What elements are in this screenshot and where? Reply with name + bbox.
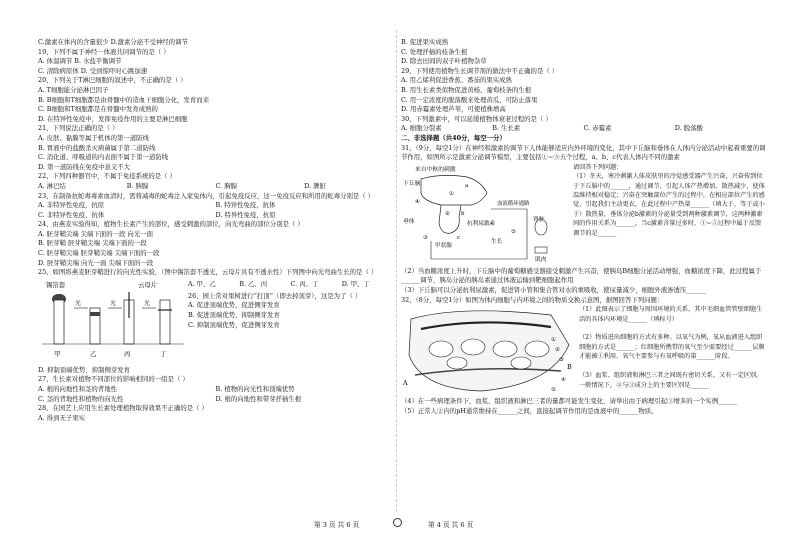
q23-options-cd <box>38 211 393 221</box>
q32-part5: （5）正常人②内的pH通常维持在______之间，直接起调节作用的是血液中的______物质。 <box>401 406 658 415</box>
q29-option-d: D. 用赤霉素处理芦苇，可使植株增高 <box>401 105 506 114</box>
q27-option-b: B. 植物的向光性和顶端优势 <box>215 385 295 394</box>
light-yi: 光 <box>75 300 81 307</box>
light-ding: 光 <box>144 300 150 307</box>
fig31-pituitary: 垂体 <box>403 218 415 225</box>
q31-stem: 31、（9分，每空1分）在神经和激素的调节下人体能够适应内外环境的变化，其中下丘脑和垂体在人体内分泌活动中起着重要的调节作用，如图所示是激素分泌调节模型，主要包括①~⑤五个过程，a、b、c代表人体内不同的激素 <box>401 143 766 162</box>
q28-option-d: D. 除去田间的双子叶植物杂草 <box>401 57 487 66</box>
coleoptile-jia <box>54 300 64 344</box>
q30-options <box>401 124 766 134</box>
fig31-n2: ② <box>445 210 450 217</box>
page-divider <box>396 30 397 512</box>
fig32-A: A <box>403 379 408 388</box>
q27-options-ab <box>38 385 393 395</box>
q19-options-cd: C. 清除病原体 D. 受到惊吓时心跳加速 <box>38 66 148 75</box>
foil-band-shape <box>90 312 100 316</box>
muscle-shape <box>535 247 547 253</box>
q24-stem: 24、由燕麦实验得知，植物生长素产生的部位，感受刺激的部位，向光弯曲的部位分别是（ ） <box>38 220 304 229</box>
fig31-a: a <box>465 182 469 189</box>
q30-stem: 30、下列激素中，可以延缓植物体衰老过程的是（ ） <box>401 114 552 123</box>
q23-option-c: C. 非特异性免疫，抗体 <box>38 210 105 219</box>
q32-stem: 32、（8分，每空1分）如图为体内细胞与内环境之间的物质交换示意图，据图回答下列问题： <box>401 295 664 304</box>
q20-stem: 20、下列关于T淋巴细胞的叙述中，不正确的是（ ） <box>38 76 187 85</box>
q32-part1: （1）此图表示了细胞与周围环境的关系，其中毛细血管管壁细胞生活的具体内环境是______（填标号） <box>579 306 763 323</box>
fig31-b: b <box>461 210 465 217</box>
q23-stem: 23、在制备抗蛇毒毒素血清时，需将减毒的蛇毒注入家兔体内，引起免疫反应，这一免疫反应和所用的蛇毒分别是（ ） <box>38 191 375 200</box>
q26-option-d: D. 抑制顶端优势，抑制侧芽发育 <box>38 365 131 374</box>
label-jia: 甲 <box>54 349 61 358</box>
q24-option-c: C. 胚芽鞘尖端 胚芽鞘尖端 尖端下面的一段 <box>38 249 160 258</box>
footer-right-page-number: 第 4 页 共 6 页 <box>428 521 474 529</box>
label-foil: 锡箔套 <box>46 280 66 289</box>
q28-option-a: A. 得到无子果实 <box>38 413 86 422</box>
fig31-n4: ④ <box>415 198 420 205</box>
q30-option-c: C. 赤霉素 <box>583 124 612 133</box>
q24-option-b: B. 胚芽鞘 胚芽鞘尖端 尖端下面的一段 <box>38 239 147 248</box>
q22-option-a: A. 淋巴结 <box>38 181 66 190</box>
q23-option-d: D. 特异性免疫，抗原 <box>215 210 276 219</box>
q29-option-a: A. 用乙烯利促进香蕉、番茄的果实成熟 <box>401 76 512 85</box>
fig31-n3: ③ <box>423 234 428 241</box>
q25-options <box>188 280 393 290</box>
q27-options-cd <box>38 395 393 405</box>
q31-hormone-diagram <box>401 163 571 267</box>
q20-option-c: C. B细胞和T细胞都是在骨髓中发育成熟的 <box>38 105 158 114</box>
q24-option-a: A. 胚芽鞘尖端 尖端下面的一段 向光一面 <box>38 229 153 238</box>
q25-option-a: A. 甲、乙 <box>188 279 216 288</box>
section-heading: 二、非选择题（共40分，每空一分） <box>401 133 506 142</box>
q32-part3: （3）血浆、组织液和淋巴三者之间既有密切关系，又有一定区别。一般情况下，②与③成分上的主要区别是______ <box>579 372 763 389</box>
fig32-n5: ⑤ <box>551 387 557 394</box>
q25-option-d: D. 甲、丁 <box>341 279 370 288</box>
q19-stem: 19、下列不属于神经－体液共同调节的是（ ） <box>38 47 170 56</box>
q28-option-c: C. 处理扦插的枝条生根 <box>401 47 468 56</box>
fig32-n1: ① <box>551 337 557 344</box>
q21-stem: 21、下列说法正确的是（ ） <box>38 124 119 133</box>
q31-prompt: 请回答下列问题： <box>573 163 623 171</box>
q32-part2: （2）物质进出细胞的方式有多种。以氧气为例，氧从血液进入组织细胞的方式是______；红细胞所携带的氧气至少需要经过______层膜才能被①利用，氧气主要参与有氧呼吸的第______阶段。 <box>579 334 765 360</box>
right-page <box>401 38 766 416</box>
cell-3 <box>493 341 517 357</box>
fig31-n5: ⑤ <box>511 228 516 235</box>
fig31-growth: 生长 <box>491 238 503 245</box>
q20-option-d: D. 在特异性免疫中，发挥免疫作用的主要是淋巴细胞 <box>38 114 188 123</box>
hypothalamus-outline <box>421 175 487 205</box>
pituitary-outline <box>439 205 461 233</box>
q27-option-c: C. 茎的背地性和植物的向光性 <box>38 394 124 403</box>
q30-option-b: B. 生长素 <box>492 124 521 133</box>
q32-tissue-diagram <box>401 305 577 397</box>
footer-left-page-number: 第 3 页 共 6 页 <box>314 521 360 529</box>
q25-figure-area <box>38 278 393 366</box>
q23-options-ab <box>38 201 393 211</box>
q22-option-c: C. 胸腺 <box>215 181 238 190</box>
q29-option-c: C. 用一定浓度的脱落酸来处理黄瓜，可防止落果 <box>401 95 538 104</box>
q23-option-a: A. 非特异性免疫，抗原 <box>38 201 105 210</box>
fig31-muscle: 肌肉 <box>535 256 547 263</box>
q26-option-b: B. 促进顶端优势，抑制侧芽发育 <box>188 311 280 320</box>
q26-stem: 26、园上常对果树进行“打顶”（即去掉顶芽），这是为了（ ） <box>188 291 362 300</box>
q26-option-a: A. 促进顶端优势，促进侧芽发育 <box>188 301 280 310</box>
q21-option-d: D. 第一道防线在免疫中意义不大 <box>38 162 131 171</box>
fig32-n3: ③ <box>559 357 565 364</box>
fig31-n1: ① <box>449 190 454 197</box>
q18-option-cd: C.激素在体内的含量很少 D.激素分泌不受神经的调节 <box>38 38 188 46</box>
fig32-n2: ② <box>555 347 561 354</box>
label-ding: 丁 <box>160 349 167 358</box>
cell-4 <box>525 341 549 357</box>
coleoptile-ding <box>160 300 170 344</box>
q30-option-d: D. 脱落酸 <box>674 124 703 133</box>
q32-figure-area <box>401 305 766 397</box>
q23-option-b: B. 特异性免疫，抗体 <box>215 201 276 210</box>
q25-coleoptile-diagram <box>38 278 188 364</box>
q31-part2: （2）当血糖浓度上升时，下丘脑中的葡萄糖感受器接受刺激产生兴奋，使胰岛B细胞分泌活动增强，血糖浓度下降，此过程属于______调节，胰岛分泌的胰岛素通过体液运输到靶细胞起作用 <box>401 266 762 285</box>
q21-option-c: C. 消化道、呼吸道的内表面不属于第一道防线 <box>38 153 169 162</box>
q22-option-b: B. 胰腺 <box>126 181 149 190</box>
q31-part3: （3）下丘脑可以分泌抗利尿激素，促进肾小管和集合管对水的重吸收，使尿量减少，细胞外液渗透压______ <box>401 285 706 294</box>
q25-stem: 25、如图将燕麦胚芽鞘进行的向光性实验，（图中锡箔套不透光，云母片具有不透水性）下列图中向光弯曲生长的是（ ） <box>38 268 378 277</box>
fig32-B: B <box>567 363 572 372</box>
q20-option-a: A. T细胞能分泌淋巴因子 <box>38 85 109 94</box>
label-yi: 乙 <box>90 349 97 358</box>
q22-options <box>38 182 393 192</box>
fig31-stimulus: 来自中枢的刺激 <box>415 166 456 173</box>
cell-6 <box>511 357 531 369</box>
fig31-hypothalamus: 下丘脑 <box>403 180 421 187</box>
fig31-vessel: 血液循环通路 <box>497 200 530 207</box>
q25-option-c: C. 丙、丁 <box>290 279 319 288</box>
q31-figure-area <box>401 163 766 267</box>
q26-option-c: C. 抑制顶端优势，促进侧芽发育 <box>188 320 280 329</box>
q29-option-b: B. 用生长素类似物促进黄杨、葡萄枝条的生根 <box>401 85 532 94</box>
q21-option-b: B. 胃液中的盐酸杀灭病菌属于第二道防线 <box>38 143 156 152</box>
binding-hole-icon <box>393 518 402 527</box>
q28-option-b: B. 促进果实成熟 <box>401 38 449 46</box>
cell-1 <box>429 341 453 357</box>
left-page <box>38 38 393 423</box>
q27-option-d: D. 根的向地性和带芽扦插生根 <box>215 394 302 403</box>
fig31-gland: 甲状腺 <box>435 242 452 249</box>
fig32-n4: ④ <box>561 377 567 384</box>
fig31-kidney: 肾脏 <box>533 216 545 223</box>
q24-option-d: D. 胚芽鞘尖端 向光一面 尖端下面的一段 <box>38 258 154 267</box>
light-bing: 光 <box>110 300 116 307</box>
q31-part1: （1）冬天，寒冷刺激人体皮肤里的冷觉感受器产生兴奋，兴奋传到位于下丘脑中的______，通过调节，引起人体产热增加、散热减少，使体温维持相对稳定；兴奋在突触部位产生的过程中，在相应部位产生的感觉，引起我们主动更衣，在此过程中产热量______（填大于，等于或小于）散热量，垂体分泌b激素的分泌量受到两种激素调节，这两种激素间的作用关系为______，当c激素含量过多时，①~⑤过程中属于反馈调节的是______ <box>573 173 765 237</box>
q25-option-b: B. 乙、丙 <box>239 279 268 288</box>
q30-option-a: A. 细胞分裂素 <box>401 124 442 133</box>
q27-option-a: A. 根的向地性和茎的背地性 <box>38 385 117 394</box>
q20-option-b: B. B细胞和T细胞都是由骨髓中的造血干细胞分化，发育而来 <box>38 95 210 104</box>
label-bing: 丙 <box>124 349 131 358</box>
label-mica: 云母片 <box>138 280 158 289</box>
q28-stem: 28、在园艺上应用生长素处理植物取得效果不正确的是（ ） <box>38 404 208 413</box>
q29-stem: 29、下列使用植物生长调节剂的做法中不正确的是（ ） <box>401 66 559 75</box>
cell-5 <box>447 357 467 369</box>
q27-stem: 27、生长素对植物不同部位的影响相同的一组是（ ） <box>38 375 189 384</box>
cell-2 <box>461 339 485 355</box>
q32-part4: （4）在一些病理条件下，血浆、组织液和淋巴三者的量都可能发生变化，请举出由于病理引起③增多的一个实例______ <box>401 397 738 406</box>
q21-option-a: A. 皮肤、黏膜等属于机体的第一道防线 <box>38 133 149 142</box>
fig31-adh: 抗利尿激素 <box>467 220 495 227</box>
q19-options-ab: A. 体温调节 B. 水盐平衡调节 <box>38 57 122 66</box>
q22-option-d: D. 脾脏 <box>304 181 326 190</box>
q22-stem: 22、下列四种器官中，不属于免疫系统的是（ ） <box>38 172 176 181</box>
fig31-c: c <box>457 234 461 241</box>
